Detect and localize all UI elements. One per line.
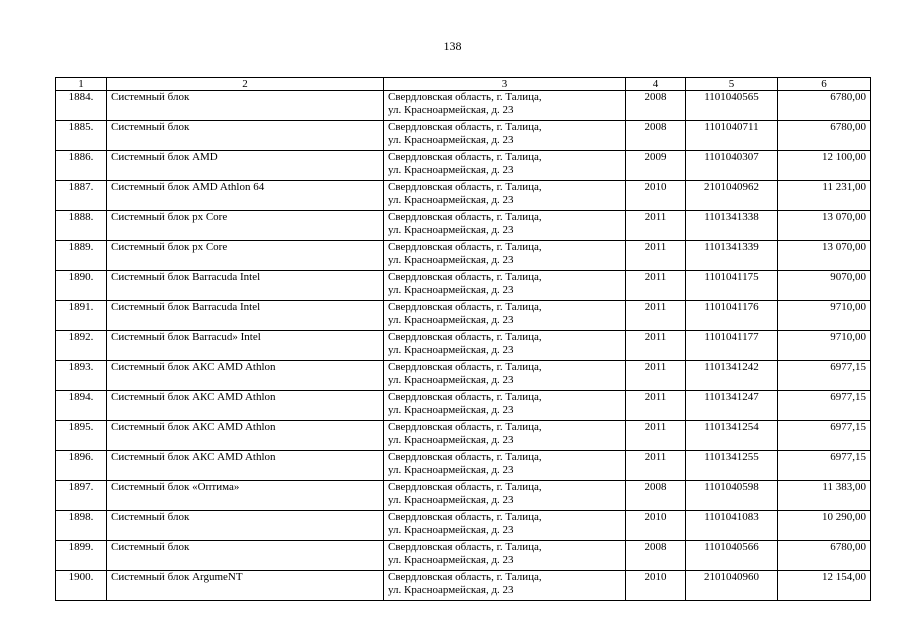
address-line-2: ул. Красноармейская, д. 23 bbox=[388, 404, 514, 416]
item-address bbox=[384, 301, 626, 331]
row-number: 1890. bbox=[56, 271, 107, 301]
item-address bbox=[384, 421, 626, 451]
row-number: 1885. bbox=[56, 121, 107, 151]
item-address bbox=[384, 271, 626, 301]
item-year: 2011 bbox=[626, 301, 686, 331]
inventory-number: 1101341254 bbox=[686, 421, 778, 451]
item-year: 2010 bbox=[626, 181, 686, 211]
page-number: 138 bbox=[443, 39, 462, 53]
table-row bbox=[56, 241, 871, 271]
row-number: 1889. bbox=[56, 241, 107, 271]
item-address bbox=[384, 361, 626, 391]
table-row bbox=[56, 181, 871, 211]
inventory-number: 1101040566 bbox=[686, 541, 778, 571]
address-line-1: Свердловская область, г. Талица, bbox=[388, 571, 542, 583]
inventory-number: 1101341339 bbox=[686, 241, 778, 271]
item-name: Системный блок ArgumeNT bbox=[107, 571, 384, 601]
table-row bbox=[56, 391, 871, 421]
item-name: Системный блок «Оптима» bbox=[107, 481, 384, 511]
address-line-2: ул. Красноармейская, д. 23 bbox=[388, 524, 514, 536]
column-header-5: 5 bbox=[686, 78, 778, 91]
item-address bbox=[384, 451, 626, 481]
item-year: 2010 bbox=[626, 511, 686, 541]
item-name: Системный блок Barracuda Intel bbox=[107, 301, 384, 331]
item-cost: 13 070,00 bbox=[778, 211, 871, 241]
table-row bbox=[56, 451, 871, 481]
address-line-1: Свердловская область, г. Талица, bbox=[388, 541, 542, 553]
item-year: 2011 bbox=[626, 451, 686, 481]
inventory-table bbox=[55, 77, 871, 601]
item-address bbox=[384, 571, 626, 601]
inventory-number: 1101041175 bbox=[686, 271, 778, 301]
table-row bbox=[56, 331, 871, 361]
address-line-2: ул. Красноармейская, д. 23 bbox=[388, 464, 514, 476]
item-year: 2011 bbox=[626, 421, 686, 451]
address-line-2: ул. Красноармейская, д. 23 bbox=[388, 584, 514, 596]
table-row bbox=[56, 121, 871, 151]
item-address bbox=[384, 391, 626, 421]
address-line-1: Свердловская область, г. Талица, bbox=[388, 421, 542, 433]
item-cost: 13 070,00 bbox=[778, 241, 871, 271]
item-cost: 6977,15 bbox=[778, 451, 871, 481]
address-line-2: ул. Красноармейская, д. 23 bbox=[388, 164, 514, 176]
item-cost: 11 231,00 bbox=[778, 181, 871, 211]
inventory-number: 1101040711 bbox=[686, 121, 778, 151]
item-name: Системный блок АКС AMD Athlon bbox=[107, 361, 384, 391]
item-name: Системный блок bbox=[107, 541, 384, 571]
address-line-1: Свердловская область, г. Талица, bbox=[388, 181, 542, 193]
item-name: Системный блок Barracud» Intel bbox=[107, 331, 384, 361]
inventory-number: 1101341255 bbox=[686, 451, 778, 481]
row-number: 1884. bbox=[56, 91, 107, 121]
item-address bbox=[384, 241, 626, 271]
address-line-1: Свердловская область, г. Талица, bbox=[388, 151, 542, 163]
header-row bbox=[56, 78, 871, 91]
item-name: Системный блок px Core bbox=[107, 211, 384, 241]
item-year: 2009 bbox=[626, 151, 686, 181]
row-number: 1898. bbox=[56, 511, 107, 541]
row-number: 1888. bbox=[56, 211, 107, 241]
inventory-number: 1101041083 bbox=[686, 511, 778, 541]
inventory-number: 1101041176 bbox=[686, 301, 778, 331]
row-number: 1896. bbox=[56, 451, 107, 481]
item-cost: 12 154,00 bbox=[778, 571, 871, 601]
table-row bbox=[56, 541, 871, 571]
item-address bbox=[384, 151, 626, 181]
item-name: Системный блок АКС AMD Athlon bbox=[107, 451, 384, 481]
address-line-2: ул. Красноармейская, д. 23 bbox=[388, 434, 514, 446]
table-row bbox=[56, 421, 871, 451]
row-number: 1892. bbox=[56, 331, 107, 361]
inventory-number: 1101040565 bbox=[686, 91, 778, 121]
table-row bbox=[56, 151, 871, 181]
row-number: 1895. bbox=[56, 421, 107, 451]
item-cost: 6977,15 bbox=[778, 361, 871, 391]
item-year: 2010 bbox=[626, 571, 686, 601]
address-line-2: ул. Красноармейская, д. 23 bbox=[388, 314, 514, 326]
table-row bbox=[56, 481, 871, 511]
item-name: Системный блок АКС AMD Athlon bbox=[107, 391, 384, 421]
item-cost: 10 290,00 bbox=[778, 511, 871, 541]
item-year: 2011 bbox=[626, 211, 686, 241]
address-line-1: Свердловская область, г. Талица, bbox=[388, 391, 542, 403]
item-name: Системный блок Barracuda Intel bbox=[107, 271, 384, 301]
item-year: 2008 bbox=[626, 481, 686, 511]
address-line-1: Свердловская область, г. Талица, bbox=[388, 121, 542, 133]
inventory-number: 1101040598 bbox=[686, 481, 778, 511]
item-name: Системный блок AMD Athlon 64 bbox=[107, 181, 384, 211]
address-line-1: Свердловская область, г. Талица, bbox=[388, 301, 542, 313]
address-line-2: ул. Красноармейская, д. 23 bbox=[388, 254, 514, 266]
item-name: Системный блок АКС AMD Athlon bbox=[107, 421, 384, 451]
address-line-2: ул. Красноармейская, д. 23 bbox=[388, 194, 514, 206]
item-year: 2011 bbox=[626, 331, 686, 361]
item-name: Системный блок px Core bbox=[107, 241, 384, 271]
table-body bbox=[56, 91, 871, 601]
address-line-1: Свердловская область, г. Талица, bbox=[388, 451, 542, 463]
address-line-2: ул. Красноармейская, д. 23 bbox=[388, 344, 514, 356]
item-address bbox=[384, 541, 626, 571]
table-row bbox=[56, 211, 871, 241]
item-year: 2008 bbox=[626, 121, 686, 151]
address-line-1: Свердловская область, г. Талица, bbox=[388, 271, 542, 283]
row-number: 1894. bbox=[56, 391, 107, 421]
address-line-1: Свердловская область, г. Талица, bbox=[388, 331, 542, 343]
inventory-number: 1101041177 bbox=[686, 331, 778, 361]
table-row bbox=[56, 511, 871, 541]
inventory-number: 1101341247 bbox=[686, 391, 778, 421]
item-name: Системный блок bbox=[107, 121, 384, 151]
item-cost: 9070,00 bbox=[778, 271, 871, 301]
item-name: Системный блок bbox=[107, 511, 384, 541]
item-year: 2011 bbox=[626, 271, 686, 301]
item-cost: 6780,00 bbox=[778, 91, 871, 121]
address-line-1: Свердловская область, г. Талица, bbox=[388, 511, 542, 523]
inventory-number: 1101341242 bbox=[686, 361, 778, 391]
inventory-number: 1101341338 bbox=[686, 211, 778, 241]
row-number: 1886. bbox=[56, 151, 107, 181]
item-year: 2011 bbox=[626, 391, 686, 421]
inventory-number: 1101040307 bbox=[686, 151, 778, 181]
column-header-4: 4 bbox=[626, 78, 686, 91]
item-cost: 6977,15 bbox=[778, 421, 871, 451]
row-number: 1887. bbox=[56, 181, 107, 211]
item-year: 2008 bbox=[626, 541, 686, 571]
item-cost: 9710,00 bbox=[778, 331, 871, 361]
column-header-2: 2 bbox=[107, 78, 384, 91]
address-line-2: ул. Красноармейская, д. 23 bbox=[388, 374, 514, 386]
item-cost: 6780,00 bbox=[778, 121, 871, 151]
item-year: 2011 bbox=[626, 361, 686, 391]
item-cost: 9710,00 bbox=[778, 301, 871, 331]
column-header-3: 3 bbox=[384, 78, 626, 91]
address-line-2: ул. Красноармейская, д. 23 bbox=[388, 284, 514, 296]
table-row bbox=[56, 361, 871, 391]
inventory-number: 2101040960 bbox=[686, 571, 778, 601]
item-address bbox=[384, 211, 626, 241]
address-line-1: Свердловская область, г. Талица, bbox=[388, 361, 542, 373]
item-address bbox=[384, 91, 626, 121]
item-address bbox=[384, 331, 626, 361]
row-number: 1900. bbox=[56, 571, 107, 601]
row-number: 1893. bbox=[56, 361, 107, 391]
address-line-2: ул. Красноармейская, д. 23 bbox=[388, 104, 514, 116]
address-line-2: ул. Красноармейская, д. 23 bbox=[388, 134, 514, 146]
item-cost: 6977,15 bbox=[778, 391, 871, 421]
item-cost: 6780,00 bbox=[778, 541, 871, 571]
item-address bbox=[384, 121, 626, 151]
table-row bbox=[56, 301, 871, 331]
item-name: Системный блок bbox=[107, 91, 384, 121]
address-line-1: Свердловская область, г. Талица, bbox=[388, 481, 542, 493]
item-cost: 12 100,00 bbox=[778, 151, 871, 181]
table-row bbox=[56, 91, 871, 121]
address-line-2: ул. Красноармейская, д. 23 bbox=[388, 494, 514, 506]
row-number: 1899. bbox=[56, 541, 107, 571]
address-line-1: Свердловская область, г. Талица, bbox=[388, 241, 542, 253]
address-line-2: ул. Красноармейская, д. 23 bbox=[388, 554, 514, 566]
row-number: 1891. bbox=[56, 301, 107, 331]
table-row bbox=[56, 271, 871, 301]
item-year: 2011 bbox=[626, 241, 686, 271]
inventory-number: 2101040962 bbox=[686, 181, 778, 211]
address-line-1: Свердловская область, г. Талица, bbox=[388, 211, 542, 223]
column-header-6: 6 bbox=[778, 78, 871, 91]
address-line-1: Свердловская область, г. Талица, bbox=[388, 91, 542, 103]
row-number: 1897. bbox=[56, 481, 107, 511]
address-line-2: ул. Красноармейская, д. 23 bbox=[388, 224, 514, 236]
item-cost: 11 383,00 bbox=[778, 481, 871, 511]
column-header-1: 1 bbox=[56, 78, 107, 91]
table-row bbox=[56, 571, 871, 601]
item-address bbox=[384, 511, 626, 541]
item-address bbox=[384, 481, 626, 511]
item-address bbox=[384, 181, 626, 211]
item-year: 2008 bbox=[626, 91, 686, 121]
item-name: Системный блок AMD bbox=[107, 151, 384, 181]
